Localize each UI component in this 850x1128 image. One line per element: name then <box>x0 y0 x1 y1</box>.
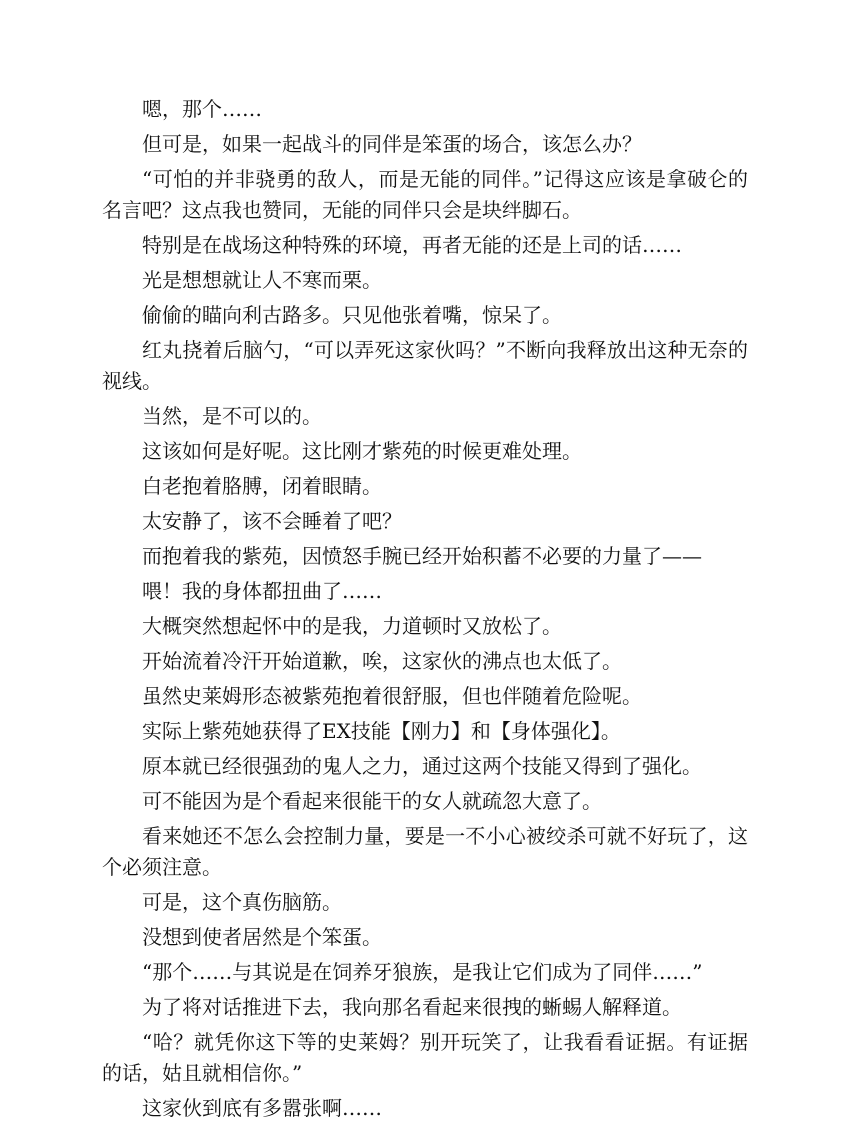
paragraph: 光是想想就让人不寒而栗。 <box>142 268 382 292</box>
paragraph: 为了将对话推进下去，我向那名看起来很拽的蜥蜴人解释道。 <box>142 995 682 1019</box>
paragraph: 红丸挠着后脑勺，“可以弄死这家伙吗？”不断向我释放出这种无奈的视线。 <box>102 338 748 393</box>
paragraph: 特别是在战场这种特殊的环境，再者无能的还是上司的话…… <box>142 233 682 257</box>
paragraph: 可是，这个真伤脑筋。 <box>142 890 342 914</box>
paragraph: “那个……与其说是在饲养牙狼族，是我让它们成为了同伴……” <box>142 960 703 984</box>
paragraph: 虽然史莱姆形态被紫苑抱着很舒服，但也伴随着危险呢。 <box>142 684 642 708</box>
paragraph: 开始流着冷汗开始道歉，唉，这家伙的沸点也太低了。 <box>142 649 622 673</box>
paragraph: 这该如何是好呢。这比刚才紫苑的时候更难处理。 <box>142 439 582 463</box>
document-page <box>102 94 748 1128</box>
paragraph: 偷偷的瞄向利古路多。只见他张着嘴，惊呆了。 <box>142 303 562 327</box>
paragraph: 但可是，如果一起战斗的同伴是笨蛋的场合，该怎么办？ <box>142 132 642 156</box>
paragraph: 没想到使者居然是个笨蛋。 <box>142 925 382 949</box>
paragraph: 可不能因为是个看起来很能干的女人就疏忽大意了。 <box>142 789 602 813</box>
paragraph: 实际上紫苑她获得了EX技能【刚力】和【身体强化】。 <box>142 719 621 743</box>
paragraph: 而抱着我的紫苑，因愤怒手腕已经开始积蓄不必要的力量了—— <box>142 544 702 568</box>
paragraph: “可怕的并非骁勇的敌人，而是无能的同伴。”记得这应该是拿破仑的名言吧？这点我也赞同，无能的同伴只会是块绊脚石。 <box>102 167 748 222</box>
paragraph: 嗯，那个…… <box>142 97 262 121</box>
paragraph: 白老抱着胳膊，闭着眼睛。 <box>142 474 382 498</box>
paragraph: 看来她还不怎么会控制力量，要是一不小心被绞杀可就不好玩了，这个必须注意。 <box>102 824 748 879</box>
paragraph: 当然，是不可以的。 <box>142 404 322 428</box>
paragraph: “哈？就凭你这下等的史莱姆？别开玩笑了，让我看看证据。有证据的话，姑且就相信你。” <box>102 1030 748 1085</box>
paragraph: 太安静了，该不会睡着了吧？ <box>142 509 402 533</box>
paragraph: 这家伙到底有多嚣张啊…… <box>142 1096 382 1120</box>
paragraph: 喂！我的身体都扭曲了…… <box>142 579 382 603</box>
paragraph: 原本就已经很强劲的鬼人之力，通过这两个技能又得到了强化。 <box>142 754 702 778</box>
paragraph: 大概突然想起怀中的是我，力道顿时又放松了。 <box>142 614 562 638</box>
